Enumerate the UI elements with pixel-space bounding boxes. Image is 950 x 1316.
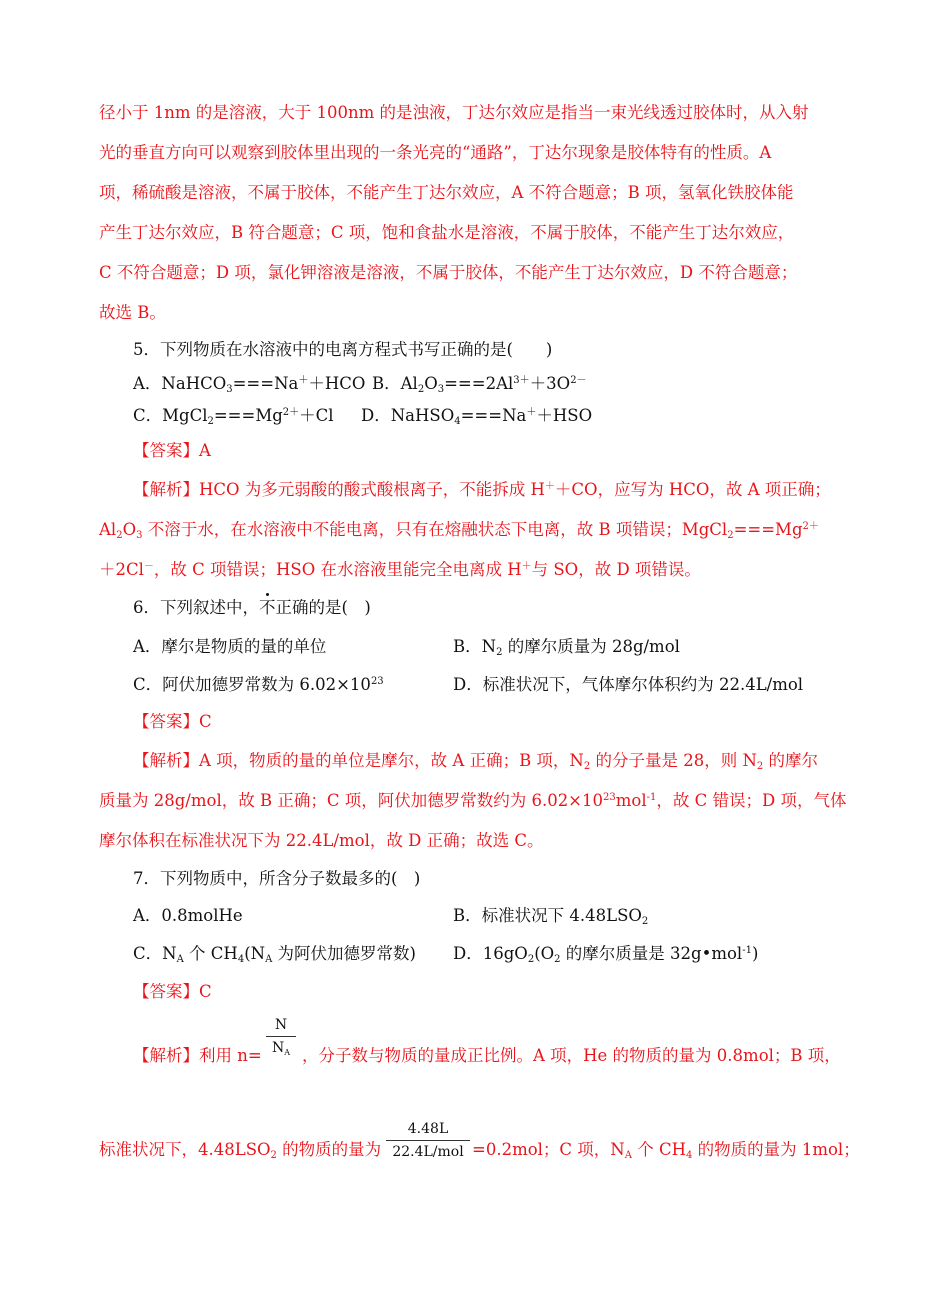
q5-explanation-line-3: ＋2Cl－，故 C 项错误；HSO 在水溶液里能完全电离成 H＋与 SO，故 D 项错误。	[99, 560, 701, 579]
prev-explanation-line-2: 光的垂直方向可以观察到胶体里出现的一条光亮的“通路”，丁达尔现象是胶体特有的性质。A	[99, 143, 772, 162]
fraction-bar	[386, 1140, 470, 1141]
q7-option-d: D．$16gO_2(O_2$ 的摩尔质量是 32g•mol$^{-1}$)	[453, 944, 759, 965]
fraction-numerator: N	[274, 1017, 288, 1033]
q6-explanation-line-2: 质量为 28g/mol，故 B 正确；C 项，阿伏加德罗常数约为 $6.02\times 10^{23}mol^{-1}$，故 C 错误；D 项，气体	[99, 791, 847, 810]
q6-option-a: A．摩尔是物质的量的单位	[133, 637, 327, 656]
q7-answer: 【答案】C	[133, 982, 212, 1001]
prev-explanation-line-6: 故选 B。	[99, 303, 166, 322]
q6-option-b: B．$N_2$ 的摩尔质量为 28g/mol	[453, 637, 680, 658]
q5-explanation-line-2: $Al_2O_3$ 不溶于水，在水溶液中不能电离，只有在熔融状态下电离，故 B 项错误；$MgCl_2===Mg^{2+}$	[99, 520, 819, 541]
fraction-volume-over-molar-volume	[386, 1120, 470, 1161]
q6-explanation-line-1: 【解析】A 项，物质的量的单位是摩尔，故 A 正确；B 项，$N_2$ 的分子量是 28，则 $N_2$ 的摩尔	[133, 751, 819, 772]
emphasis-dot	[266, 593, 269, 596]
prev-explanation-line-4: 产生丁达尔效应，B 符合题意；C 项，饱和食盐水是溶液，不属于胶体，不能产生丁达尔效应，	[99, 223, 795, 242]
q7-option-b: B．标准状况下 $4.48LSO_2$	[453, 906, 649, 927]
q5-option-d: D．NaHSO$_4$===Na＋＋HSO	[361, 406, 593, 427]
q6-option-c: C．阿伏加德罗常数为 $6.02\times 10^{23}$	[133, 675, 384, 694]
q5-option-a: A．NaHCO$_3$===Na＋＋HCO	[133, 374, 366, 395]
q5-stem: 5．下列物质在水溶液中的电离方程式书写正确的是( )	[133, 340, 553, 359]
q7-explanation-line-2-start: 标准状况下，$4.48LSO_2$ 的物质的量为	[99, 1140, 382, 1161]
q6-stem: 6．下列叙述中， 不正确的是( )	[133, 598, 371, 618]
q7-option-c: C．$N_A$ 个 $CH_4(N_A$ 为阿伏加德罗常数)	[133, 944, 416, 965]
fraction-denominator: $N_A$	[271, 1040, 291, 1057]
fraction-numerator: 4.48L	[407, 1121, 449, 1137]
q5-option-b: B．$Al_2O_3===2Al^{3+}+3O^{2-}$	[372, 374, 587, 395]
q7-explanation-line-2-end: =0.2mol；C 项，$N_A$ 个 $CH_4$ 的物质的量为 1mol；	[472, 1140, 860, 1161]
q6-explanation-line-3: 摩尔体积在标准状况下为 22.4L/mol，故 D 正确；故选 C。	[99, 831, 544, 850]
q7-explanation-line-1-start: 【解析】利用 n=	[133, 1046, 262, 1065]
q6-option-d: D．标准状况下，气体摩尔体积约为 22.4L/mol	[453, 675, 804, 694]
q7-option-a: A．0.8molHe	[133, 906, 243, 925]
q5-answer: 【答案】A	[133, 441, 211, 460]
q6-answer: 【答案】C	[133, 712, 212, 731]
q5-explanation-line-1: 【解析】HCO 为多元弱酸的酸式酸根离子，不能拆成 H＋＋CO，应写为 HCO，故 A 项正确；	[133, 480, 831, 499]
fraction-bar	[266, 1036, 296, 1037]
prev-explanation-line-3: 项，稀硫酸是溶液，不属于胶体，不能产生丁达尔效应，A 不符合题意；B 项，氢氧化铁胶体能	[99, 183, 794, 202]
q7-explanation-line-1-end: ，分子数与物质的量成正比例。A 项，He 的物质的量为 0.8mol；B 项，	[302, 1046, 841, 1065]
prev-explanation-line-1: 径小于 1nm 的是溶液，大于 100nm 的是浊液，丁达尔效应是指当一束光线透过胶体时，从入射	[99, 103, 809, 122]
prev-explanation-line-5: C 不符合题意；D 项，氯化钾溶液是溶液，不属于胶体，不能产生丁达尔效应，D 不符合题意；	[99, 263, 798, 282]
fraction-denominator: 22.4L/mol	[392, 1144, 464, 1160]
q5-option-c: C．$MgCl_2===Mg^{2+}+Cl$	[133, 406, 334, 427]
fraction-n-over-na	[266, 1016, 296, 1057]
q7-stem: 7．下列物质中，所含分子数最多的( )	[133, 869, 421, 888]
